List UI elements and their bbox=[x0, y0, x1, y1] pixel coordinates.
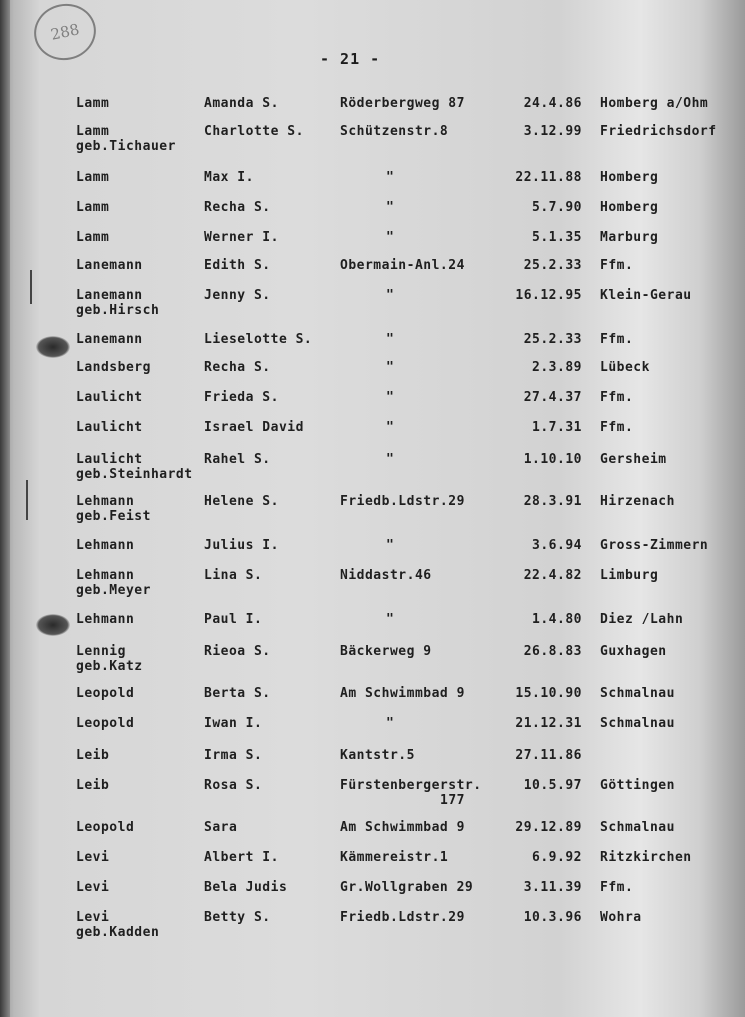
birth-place: Klein-Gerau bbox=[600, 288, 692, 303]
birth-date: 25.2.33 bbox=[523, 258, 582, 273]
surname: Lennig bbox=[76, 644, 126, 659]
birth-place: Ffm. bbox=[600, 258, 634, 273]
given-name: Helene S. bbox=[204, 494, 279, 509]
given-name: Betty S. bbox=[204, 910, 271, 925]
birth-place: Homberg a/Ohm bbox=[600, 96, 709, 111]
surname-cell bbox=[76, 332, 143, 347]
birth-place: Ffm. bbox=[600, 390, 634, 405]
given-name: Bela Judis bbox=[204, 880, 288, 895]
surname: Lamm bbox=[76, 230, 110, 245]
birth-place: Marburg bbox=[600, 230, 659, 245]
address-cell bbox=[340, 910, 500, 925]
address: " bbox=[386, 420, 395, 435]
surname-cell bbox=[76, 568, 151, 598]
surname: Lamm bbox=[76, 170, 110, 185]
birth-date: 27.11.86 bbox=[515, 748, 582, 763]
address: Niddastr.46 bbox=[340, 568, 432, 583]
surname-cell bbox=[76, 748, 109, 763]
address: Am Schwimmbad 9 bbox=[340, 686, 465, 701]
birth-date: 16.12.95 bbox=[515, 288, 582, 303]
address: Kantstr.5 bbox=[340, 748, 415, 763]
birth-place: Wohra bbox=[600, 910, 642, 925]
address-continued: 177 bbox=[440, 793, 465, 808]
given-name: Charlotte S. bbox=[204, 124, 304, 139]
address: Kämmereistr.1 bbox=[340, 850, 449, 865]
table-row bbox=[0, 288, 745, 328]
birth-date: 1.10.10 bbox=[523, 452, 582, 467]
given-name: Recha S. bbox=[204, 360, 271, 375]
given-name: Sara bbox=[204, 820, 238, 835]
surname: Leib bbox=[76, 748, 110, 763]
address: " bbox=[386, 230, 395, 245]
address: " bbox=[386, 390, 395, 405]
birth-date: 21.12.31 bbox=[515, 716, 582, 731]
given-name: Paul I. bbox=[204, 612, 263, 627]
given-name: Werner I. bbox=[204, 230, 279, 245]
surname: Landsberg bbox=[76, 360, 151, 375]
address-cell bbox=[340, 494, 500, 509]
surname: Levi bbox=[76, 910, 110, 925]
birth-date: 3.6.94 bbox=[532, 538, 582, 553]
address: " bbox=[386, 538, 395, 553]
birth-name: geb.Meyer bbox=[76, 583, 151, 598]
surname: Lehmann bbox=[76, 538, 135, 553]
surname: Laulicht bbox=[76, 390, 143, 405]
given-name: Berta S. bbox=[204, 686, 271, 701]
surname-cell bbox=[76, 360, 151, 375]
surname: Lamm bbox=[76, 124, 110, 139]
birth-date: 24.4.86 bbox=[523, 96, 582, 111]
given-name: Israel David bbox=[204, 420, 304, 435]
surname: Lanemann bbox=[76, 258, 143, 273]
birth-place: Göttingen bbox=[600, 778, 675, 793]
surname: Leopold bbox=[76, 686, 135, 701]
given-name: Rosa S. bbox=[204, 778, 263, 793]
birth-place: Gross-Zimmern bbox=[600, 538, 709, 553]
given-name: Rieoa S. bbox=[204, 644, 271, 659]
birth-place: Schmalnau bbox=[600, 686, 675, 701]
surname-cell bbox=[76, 820, 134, 835]
table-row bbox=[0, 452, 745, 492]
table-row bbox=[0, 124, 745, 164]
address-cell bbox=[340, 258, 500, 273]
surname: Lehmann bbox=[76, 612, 135, 627]
address: " bbox=[386, 170, 395, 185]
birth-name: geb.Hirsch bbox=[76, 303, 160, 318]
surname: Lamm bbox=[76, 96, 110, 111]
address: " bbox=[386, 612, 395, 627]
birth-place: Ffm. bbox=[600, 420, 634, 435]
given-name: Amanda S. bbox=[204, 96, 279, 111]
birth-date: 3.11.39 bbox=[523, 880, 582, 895]
surname-cell bbox=[76, 716, 134, 731]
address: " bbox=[386, 200, 395, 215]
birth-date: 25.2.33 bbox=[523, 332, 582, 347]
surname: Lamm bbox=[76, 200, 110, 215]
birth-place: Guxhagen bbox=[600, 644, 667, 659]
page-number: - 21 - bbox=[320, 50, 381, 68]
surname-cell bbox=[76, 452, 193, 482]
given-name: Julius I. bbox=[204, 538, 279, 553]
surname: Levi bbox=[76, 850, 110, 865]
birth-date: 10.3.96 bbox=[523, 910, 582, 925]
address: " bbox=[386, 360, 395, 375]
given-name: Max I. bbox=[204, 170, 254, 185]
birth-date: 28.3.91 bbox=[523, 494, 582, 509]
address: Friedb.Ldstr.29 bbox=[340, 910, 465, 925]
birth-date: 3.12.99 bbox=[523, 124, 582, 139]
surname-cell bbox=[76, 200, 109, 215]
birth-name: geb.Kadden bbox=[76, 925, 160, 940]
given-name: Irma S. bbox=[204, 748, 263, 763]
address: Gr.Wollgraben 29 bbox=[340, 880, 474, 895]
surname: Leopold bbox=[76, 820, 135, 835]
birth-place: Ffm. bbox=[600, 332, 634, 347]
surname-cell bbox=[76, 230, 109, 245]
surname-cell bbox=[76, 850, 109, 865]
surname-cell bbox=[76, 258, 143, 273]
given-name: Recha S. bbox=[204, 200, 271, 215]
surname: Laulicht bbox=[76, 420, 143, 435]
surname-cell bbox=[76, 686, 134, 701]
birth-name: geb.Tichauer bbox=[76, 139, 176, 154]
address-cell bbox=[340, 850, 500, 865]
address: " bbox=[386, 452, 395, 467]
archive-stamp: 288 bbox=[29, 0, 101, 66]
table-row bbox=[0, 494, 745, 534]
birth-date: 15.10.90 bbox=[515, 686, 582, 701]
surname-cell bbox=[76, 612, 134, 627]
address: Bäckerweg 9 bbox=[340, 644, 432, 659]
surname-cell bbox=[76, 96, 109, 111]
birth-place: Schmalnau bbox=[600, 820, 675, 835]
address-cell bbox=[340, 880, 500, 895]
address-cell bbox=[340, 686, 500, 701]
given-name: Jenny S. bbox=[204, 288, 271, 303]
birth-date: 26.8.83 bbox=[523, 644, 582, 659]
birth-place: Friedrichsdorf bbox=[600, 124, 717, 139]
given-name: Lieselotte S. bbox=[204, 332, 313, 347]
given-name: Frieda S. bbox=[204, 390, 279, 405]
birth-name: geb.Steinhardt bbox=[76, 467, 193, 482]
birth-place: Limburg bbox=[600, 568, 659, 583]
address-cell bbox=[340, 124, 500, 139]
birth-date: 29.12.89 bbox=[515, 820, 582, 835]
birth-date: 1.4.80 bbox=[532, 612, 582, 627]
birth-date: 5.1.35 bbox=[532, 230, 582, 245]
birth-date: 27.4.37 bbox=[523, 390, 582, 405]
birth-place: Ffm. bbox=[600, 880, 634, 895]
surname-cell bbox=[76, 538, 134, 553]
address: " bbox=[386, 288, 395, 303]
address: Fürstenbergerstr. bbox=[340, 778, 482, 793]
surname-cell bbox=[76, 880, 109, 895]
birth-place: Hirzenach bbox=[600, 494, 675, 509]
surname: Lehmann bbox=[76, 568, 135, 583]
table-row bbox=[0, 568, 745, 608]
given-name: Edith S. bbox=[204, 258, 271, 273]
surname: Leib bbox=[76, 778, 110, 793]
birth-date: 22.11.88 bbox=[515, 170, 582, 185]
birth-date: 2.3.89 bbox=[532, 360, 582, 375]
surname: Laulicht bbox=[76, 452, 143, 467]
surname-cell bbox=[76, 644, 143, 674]
surname: Levi bbox=[76, 880, 110, 895]
address-cell bbox=[340, 568, 500, 583]
given-name: Rahel S. bbox=[204, 452, 271, 467]
birth-name: geb.Feist bbox=[76, 509, 151, 524]
address: Röderbergweg 87 bbox=[340, 96, 465, 111]
address: Friedb.Ldstr.29 bbox=[340, 494, 465, 509]
surname-cell bbox=[76, 910, 159, 940]
address-cell bbox=[340, 748, 500, 763]
address: " bbox=[386, 716, 395, 731]
surname-cell bbox=[76, 778, 109, 793]
address: Am Schwimmbad 9 bbox=[340, 820, 465, 835]
birth-place: Homberg bbox=[600, 200, 659, 215]
address: " bbox=[386, 332, 395, 347]
birth-place: Homberg bbox=[600, 170, 659, 185]
address: Obermain-Anl.24 bbox=[340, 258, 465, 273]
birth-place: Gersheim bbox=[600, 452, 667, 467]
table-row bbox=[0, 644, 745, 684]
surname-cell bbox=[76, 170, 109, 185]
address: Schützenstr.8 bbox=[340, 124, 449, 139]
birth-date: 10.5.97 bbox=[523, 778, 582, 793]
surname: Leopold bbox=[76, 716, 135, 731]
table-row bbox=[0, 778, 745, 818]
address-cell bbox=[340, 644, 500, 659]
given-name: Iwan I. bbox=[204, 716, 263, 731]
birth-date: 1.7.31 bbox=[532, 420, 582, 435]
surname-cell bbox=[76, 420, 143, 435]
birth-place: Lübeck bbox=[600, 360, 650, 375]
table-row bbox=[0, 910, 745, 950]
surname-cell bbox=[76, 288, 159, 318]
surname-cell bbox=[76, 390, 143, 405]
given-name: Albert I. bbox=[204, 850, 279, 865]
surname-cell bbox=[76, 124, 176, 154]
birth-date: 22.4.82 bbox=[523, 568, 582, 583]
surname: Lehmann bbox=[76, 494, 135, 509]
birth-name: geb.Katz bbox=[76, 659, 143, 674]
address-cell bbox=[340, 820, 500, 835]
birth-place: Ritzkirchen bbox=[600, 850, 692, 865]
surname: Lanemann bbox=[76, 332, 143, 347]
surname-cell bbox=[76, 494, 151, 524]
address-cell bbox=[340, 96, 500, 111]
surname: Lanemann bbox=[76, 288, 143, 303]
given-name: Lina S. bbox=[204, 568, 263, 583]
birth-date: 5.7.90 bbox=[532, 200, 582, 215]
birth-date: 6.9.92 bbox=[532, 850, 582, 865]
address-cell bbox=[340, 778, 500, 808]
birth-place: Diez /Lahn bbox=[600, 612, 684, 627]
birth-place: Schmalnau bbox=[600, 716, 675, 731]
